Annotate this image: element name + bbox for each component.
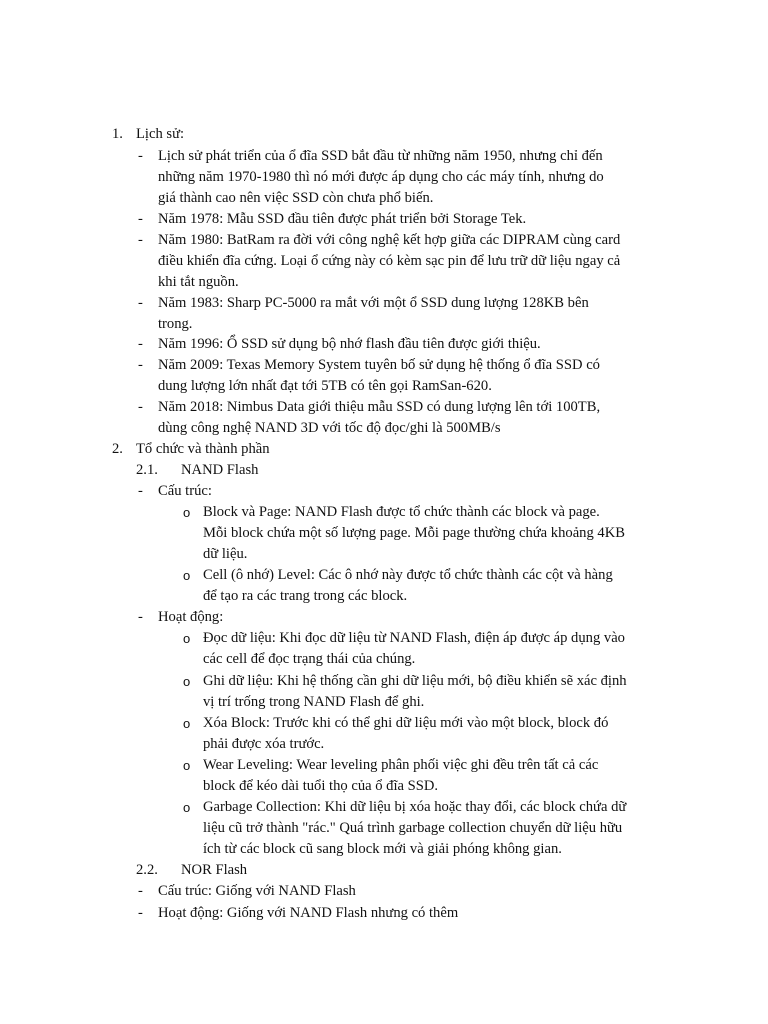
list-item-text-line: liệu cũ trở thành "rác." Quá trình garbage collection chuyển dữ liệu hữu: [203, 820, 623, 836]
list-item-text-line: giá thành cao nên việc SSD còn chưa phổ biến.: [158, 190, 434, 206]
list-item-text-line: dữ liệu.: [203, 546, 248, 562]
circle-bullet: o: [183, 568, 191, 583]
list-item-text-line: Năm 2009: Texas Memory System tuyên bố sử dụng hệ thống ổ đĩa SSD có: [158, 357, 600, 373]
list-item-text-line: Hoạt động: Giống với NAND Flash nhưng có thêm: [158, 905, 459, 921]
dash-bullet: -: [138, 905, 143, 921]
list-item-text-line: Năm 1996: Ổ SSD sử dụng bộ nhớ flash đầu tiên được giới thiệu.: [158, 336, 541, 352]
dash-bullet: -: [138, 232, 143, 248]
dash-bullet: -: [138, 211, 143, 227]
list-item-text-line: để tạo ra các trang trong các block.: [203, 588, 408, 604]
subsection-number: 2.1.: [136, 462, 158, 478]
section-title: Tổ chức và thành phần: [136, 441, 270, 457]
dash-bullet: -: [138, 148, 143, 164]
circle-bullet: o: [183, 674, 191, 689]
section-number: 2.: [112, 441, 123, 457]
list-item-text-line: block để kéo dài tuổi thọ của ổ đĩa SSD.: [203, 778, 439, 794]
list-item-text-line: ích từ các block cũ sang block mới và giải phóng không gian.: [203, 841, 562, 857]
list-item-text-line: Năm 1980: BatRam ra đời với công nghệ kết hợp giữa các DIPRAM cùng card: [158, 232, 621, 248]
list-item-text-line: Ghi dữ liệu: Khi hệ thống cần ghi dữ liệu mới, bộ điều khiển sẽ xác định: [203, 673, 627, 689]
list-item-text-line: Năm 1978: Mẫu SSD đầu tiên được phát triển bởi Storage Tek.: [158, 211, 527, 227]
section-number: 1.: [112, 126, 123, 142]
list-item-text-line: vị trí trống trong NAND Flash để ghi.: [203, 694, 425, 710]
list-item-text-line: điều khiển đĩa cứng. Loại ổ cứng này có kèm sạc pin để lưu trữ dữ liệu ngay cả: [158, 253, 621, 269]
circle-bullet: o: [183, 800, 191, 815]
subsection-title: NOR Flash: [181, 862, 248, 878]
dash-bullet: -: [138, 357, 143, 373]
list-item-text-line: dung lượng lớn nhất đạt tới 5TB có tên gọi RamSan-620.: [158, 378, 492, 394]
dash-bullet: -: [138, 295, 143, 311]
list-item-text-line: Đọc dữ liệu: Khi đọc dữ liệu từ NAND Flash, điện áp được áp dụng vào: [203, 630, 625, 646]
list-item-text-line: Garbage Collection: Khi dữ liệu bị xóa hoặc thay đổi, các block chứa dữ: [203, 799, 627, 815]
list-item-text-line: dùng công nghệ NAND 3D với tốc độ đọc/ghi là 500MB/s: [158, 420, 501, 436]
list-item-text-line: Block và Page: NAND Flash được tổ chức thành các block và page.: [203, 504, 600, 520]
list-item-text-line: các cell để đọc trạng thái của chúng.: [203, 651, 416, 667]
dash-bullet: -: [138, 483, 143, 499]
subsection-number: 2.2.: [136, 862, 158, 878]
list-item-text-line: những năm 1970-1980 thì nó mới được áp dụng cho các máy tính, nhưng do: [158, 169, 604, 185]
circle-bullet: o: [183, 716, 191, 731]
list-item-text-line: khi tắt nguồn.: [158, 274, 239, 290]
list-item-text-line: Cell (ô nhớ) Level: Các ô nhớ này được tổ chức thành các cột và hàng: [203, 567, 613, 583]
list-item-text-line: trong.: [158, 316, 193, 332]
list-item-text-line: Wear Leveling: Wear leveling phân phối việc ghi đều trên tất cả các: [203, 757, 599, 773]
list-item-text-line: phải được xóa trước.: [203, 736, 325, 752]
dash-bullet: -: [138, 399, 143, 415]
operation-label: Hoạt động:: [158, 609, 224, 625]
dash-bullet: -: [138, 336, 143, 352]
list-item-text-line: Năm 2018: Nimbus Data giới thiệu mẫu SSD có dung lượng lên tới 100TB,: [158, 399, 601, 415]
list-item-text-line: Năm 1983: Sharp PC-5000 ra mắt với một ổ SSD dung lượng 128KB bên: [158, 295, 589, 311]
circle-bullet: o: [183, 505, 191, 520]
list-item-text-line: Cấu trúc: Giống với NAND Flash: [158, 883, 356, 899]
dash-bullet: -: [138, 883, 143, 899]
dash-bullet: -: [138, 609, 143, 625]
circle-bullet: o: [183, 758, 191, 773]
circle-bullet: o: [183, 631, 191, 646]
section-title: Lịch sử:: [136, 126, 185, 142]
structure-label: Cấu trúc:: [158, 483, 212, 499]
list-item-text-line: Mỗi block chứa một số lượng page. Mỗi page thường chứa khoảng 4KB: [203, 525, 625, 541]
list-item-text-line: Xóa Block: Trước khi có thể ghi dữ liệu mới vào một block, block đó: [203, 715, 609, 731]
subsection-title: NAND Flash: [181, 462, 259, 478]
list-item-text-line: Lịch sử phát triển của ổ đĩa SSD bắt đầu từ những năm 1950, nhưng chỉ đến: [158, 148, 603, 164]
